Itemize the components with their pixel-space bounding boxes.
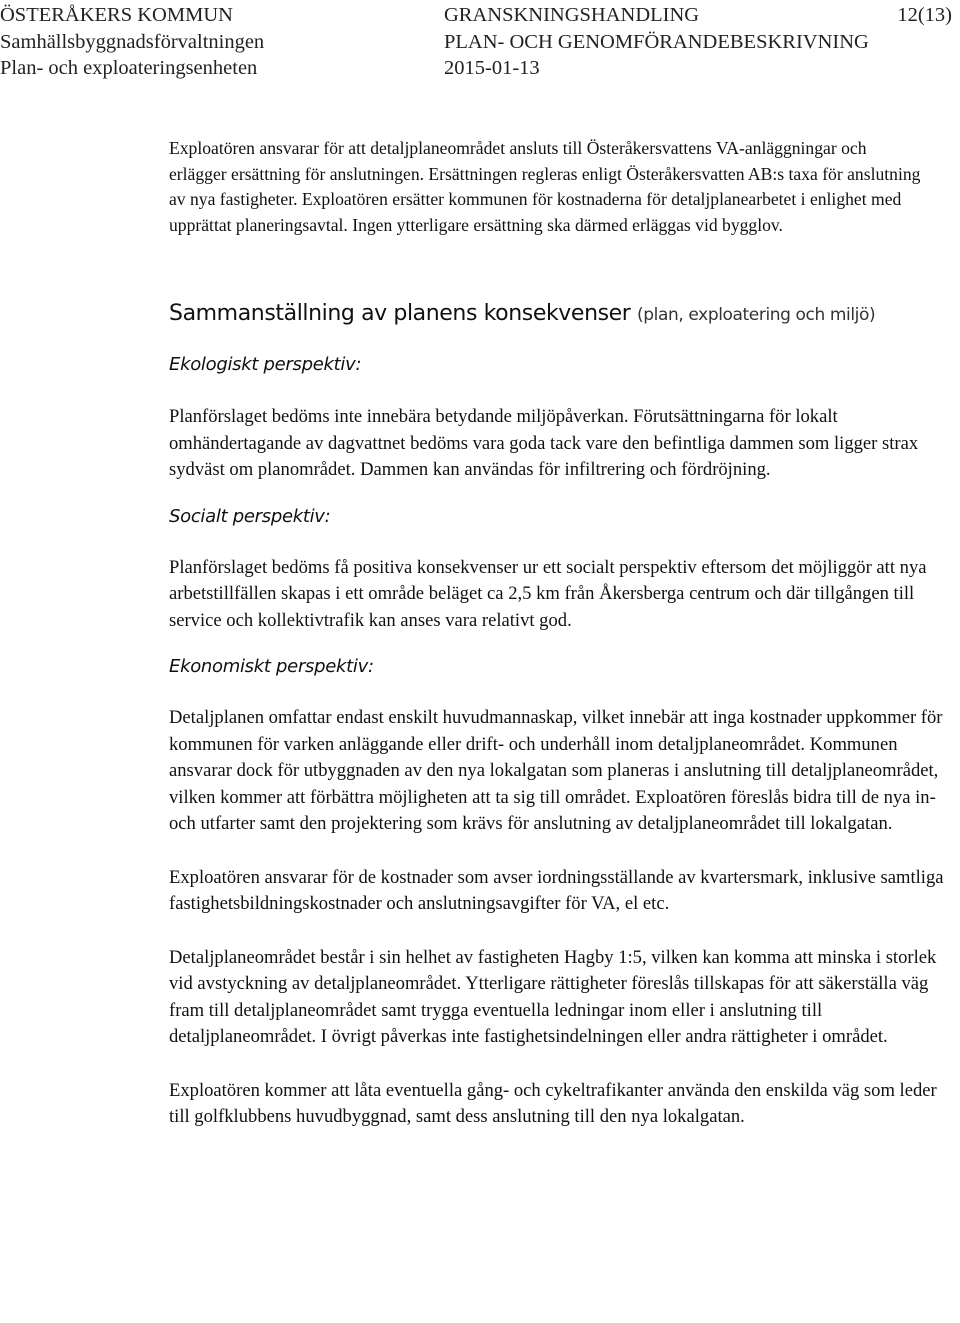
economic-paragraph-developer-costs: Exploatören ansvarar för de kostnader som avser iordningsställande av kvartersmark, inklusive samtliga fastighetsbildningskostnader och anslutningsavgifter för VA, el etc. (169, 866, 944, 914)
social-heading: Socialt perspektiv: (169, 505, 331, 527)
economic-paragraph-costs: Detaljplanen omfattar endast enskilt huvudmannaskap, vilket innebär att inga kostnader uppkommer för kommunen för varken anläggande eller drift- och underhåll inom detaljplaneområdet. Kommunen ansvarar dock för utbyggnaden av den nya lokalgatan som planeras i anslutning till detaljplaneområdet, vilken kommer att förbättra möjligheten att ta sig till området. Exploatören föreslås bidra till de nya in- och utfarter samt den projektering som krävs för anslutning av detaljplaneområdet till lokalgatan. (169, 707, 943, 834)
municipality-name: ÖSTERÅKERS KOMMUN (0, 4, 233, 26)
section-subtitle: (plan, exploatering och miljö) (637, 305, 876, 325)
page-number: 12(13) (897, 4, 952, 26)
page-body (169, 136, 959, 1131)
social-paragraph: Planförslaget bedöms få positiva konsekvenser ur ett socialt perspektiv eftersom det möjliggör att nya arbetstillfällen skapas i ett område beläget ca 2,5 km från Åkersberga centrum och där tillgången till service och kollektivtrafik kan anses vara relativt god. (169, 556, 927, 631)
intro-paragraph: Exploatören ansvarar för att detaljplaneområdet ansluts till Österåkersvattens VA-anläggningar och erlägger ersättning för anslutningen. Ersättningen regleras enligt Österåkersvatten AB:s taxa för anslutning av nya fastigheter. Exploatören ersätter kommunen för kostnaderna för detaljplanearbetet i enlighet med upprättat planeringsavtal. Ingen ytterligare ersättning ska därmed erläggas vid bygglov. (169, 138, 921, 235)
header-center (444, 2, 869, 82)
header-left (0, 2, 264, 82)
document-status: GRANSKNINGSHANDLING (444, 4, 700, 26)
section-heading (169, 299, 959, 330)
header-right (897, 2, 952, 29)
ecological-paragraph: Planförslaget bedöms inte innebära betydande miljöpåverkan. Förutsättningarna för lokalt omhändertagande av dagvattnet bedöms vara goda tack vare den befintliga dammen som ligger strax sydväst om planområdet. Dammen kan användas för infiltrering och fördröjning. (169, 406, 919, 480)
economic-paragraph-road-access: Exploatören kommer att låta eventuella gång- och cykeltrafikanter använda den enskilda väg som leder till golfklubbens huvudbyggnad, samt dess anslutning till den nya lokalgatan. (169, 1079, 937, 1127)
document-type: PLAN- OCH GENOMFÖRANDEBESKRIVNING (444, 30, 869, 53)
ecological-heading: Ekologiskt perspektiv: (169, 354, 362, 375)
economic-paragraph-property: Detaljplaneområdet består i sin helhet av fastigheten Hagby 1:5, vilken kan komma att minska i storlek vid avstyckning av detaljplaneområdet. Ytterligare rättigheter föreslås tillskapas för att säkerställa väg fram till detaljplaneområdet samt trygga eventuella ledningar inom eller i anslutning till detaljplaneområdet. I övrigt påverkas inte fastighetsindelningen eller andra rättigheter i området. (169, 946, 937, 1047)
department-name: Samhällsbyggnadsförvaltningen (0, 30, 265, 53)
section-title: Sammanställning av planens konsekvenser (169, 301, 631, 326)
unit-name: Plan- och exploateringsenheten (0, 57, 258, 79)
economic-heading: Ekonomiskt perspektiv: (169, 656, 374, 677)
document-date: 2015-01-13 (444, 57, 540, 79)
